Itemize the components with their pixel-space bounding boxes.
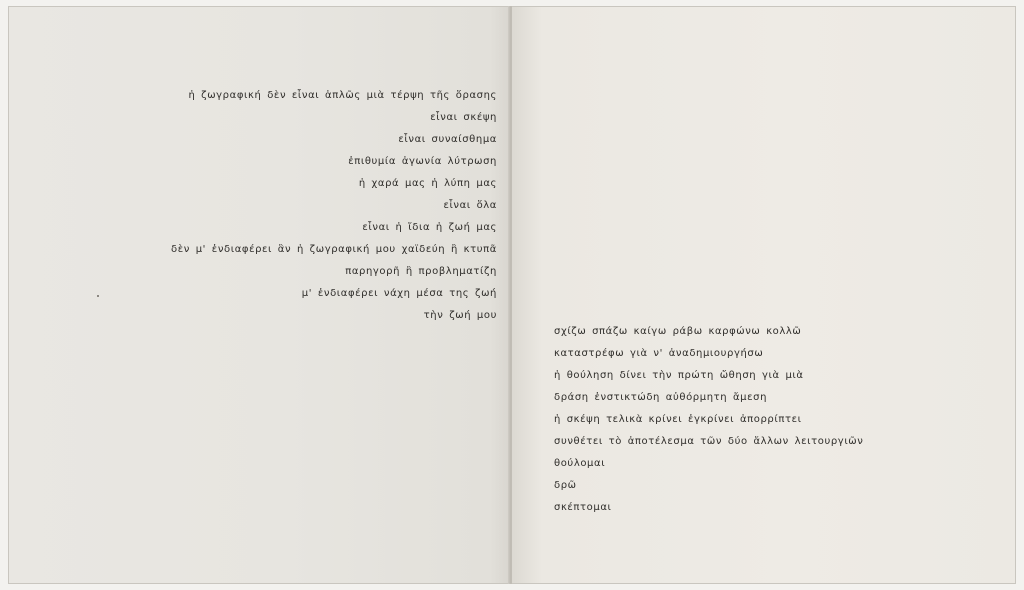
poem-line: καταστρέφω γιὰ ν' ἀναδημιουργήσω [554,348,764,359]
left-page [8,6,510,584]
poem-line: μ' ἐνδιαφέρει νάχη μέσα της ζωή [301,288,497,299]
poem-line: τὴν ζωή μου [423,310,497,321]
right-poem [554,321,863,519]
poem-line: εἶναι ἡ ἴδια ἡ ζωή μας [362,222,497,233]
poem-line: ἡ ζωγραφική δὲν εἶναι ἁπλῶς μιὰ τέρψη τῆς ὅρασης [188,90,497,101]
poem-line: ἡ χαρά μας ἡ λύπη μας [358,178,497,189]
poem-line: δράση ἐνστικτώδη αὐθόρμητη ἄμεση [554,392,768,403]
poem-line: δρῶ [554,480,577,491]
poem-line: εἶναι σκέψη [430,112,497,123]
poem-line: εἶναι συναίσθημα [398,134,497,145]
left-poem [9,85,497,327]
right-page [512,6,1016,584]
poem-line: δὲν μ' ἐνδιαφέρει ἂν ἡ ζωγραφική μου χαϊδεύη ἢ κτυπᾶ [171,244,497,255]
poem-line: εἶναι ὅλα [443,200,497,211]
poem-line: συνθέτει τὸ ἀποτέλεσμα τῶν δύο ἄλλων λειτουργιῶν [554,436,864,447]
paper-speck [97,295,99,297]
poem-line: ἐπιθυμία ἀγωνία λύτρωση [348,156,497,167]
poem-line: ἡ σκέψη τελικὰ κρίνει ἐγκρίνει ἀπορρίπτει [554,414,802,425]
poem-line: σχίζω σπάζω καίγω ράβω καρφώνω κολλῶ [554,326,802,337]
poem-line: ἡ θούληση δίνει τὴν πρώτη ὤθηση γιὰ μιὰ [554,370,804,381]
poem-line: θούλομαι [554,458,606,469]
poem-line: παρηγορῆ ἢ προβληματίζη [345,266,497,277]
poem-line: σκέπτομαι [554,502,612,513]
